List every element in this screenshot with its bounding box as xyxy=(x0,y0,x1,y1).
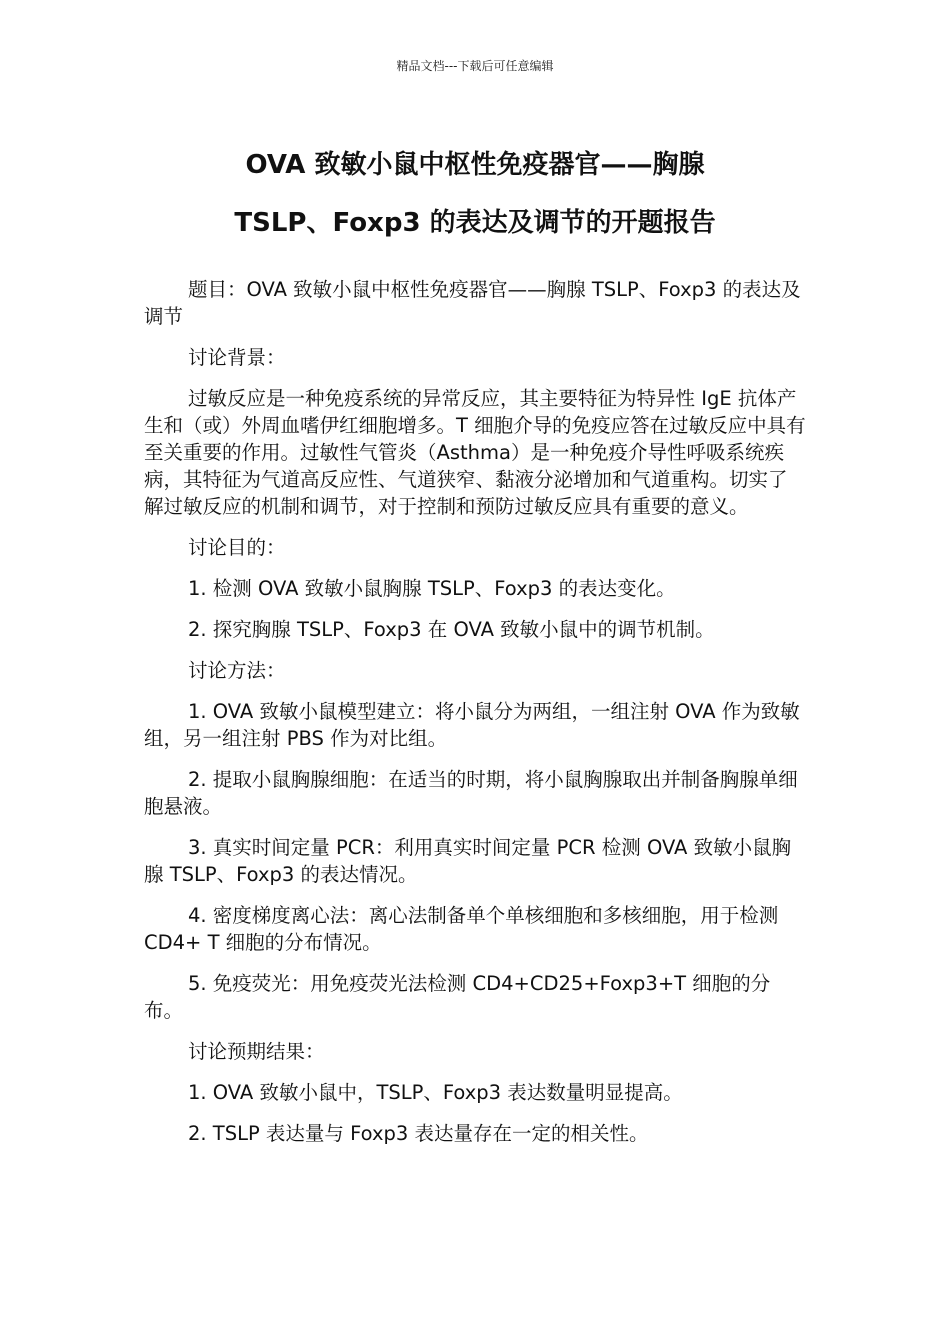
method-item: 3. 真实时间定量 PCR：利用真实时间定量 PCR 检测 OVA 致敏小鼠胸腺 TSLP、Foxp3 的表达情况。 xyxy=(144,836,792,886)
topic-paragraph: 题目：OVA 致敏小鼠中枢性免疫器官——胸腺 TSLP、Foxp3 的表达及调节 xyxy=(144,278,801,328)
section-heading-expected-results: 讨论预期结果： xyxy=(188,1040,325,1063)
section-heading-background: 讨论背景： xyxy=(188,346,286,369)
purpose-item: 1. 检测 OVA 致敏小鼠胸腺 TSLP、Foxp3 的表达变化。 xyxy=(188,577,676,600)
header-note: 精品文档---下载后可任意编辑 xyxy=(396,59,554,73)
method-item: 1. OVA 致敏小鼠模型建立：将小鼠分为两组，一组注射 OVA 作为致敏组，另一组注射 PBS 作为对比组。 xyxy=(144,700,800,750)
purpose-item: 2. 探究胸腺 TSLP、Foxp3 在 OVA 致敏小鼠中的调节机制。 xyxy=(188,618,715,641)
document-title xyxy=(120,136,830,252)
title-line-1: OVA 致敏小鼠中枢性免疫器官——胸腺 xyxy=(245,150,705,180)
document-body xyxy=(144,276,806,1161)
method-item: 5. 免疫荧光：用免疫荧光法检测 CD4+CD25+Foxp3+T 细胞的分布。 xyxy=(144,972,771,1022)
title-line-2: TSLP、Foxp3 的表达及调节的开题报告 xyxy=(234,208,716,238)
method-item: 4. 密度梯度离心法：离心法制备单个单核细胞和多核细胞，用于检测 CD4+ T 细胞的分布情况。 xyxy=(144,904,779,954)
result-item: 1. OVA 致敏小鼠中，TSLP、Foxp3 表达数量明显提高。 xyxy=(188,1081,683,1104)
background-paragraph: 过敏反应是一种免疫系统的异常反应，其主要特征为特异性 IgE 抗体产生和（或）外周血嗜伊红细胞增多。T 细胞介导的免疫应答在过敏反应中具有至关重要的作用。过敏性气管炎（Asthma）是一种免疫介导性呼吸系统疾病，其特征为气道高反应性、气道狭窄、黏液分泌增加和气道重构。切实了解过敏反应的机制和调节，对于控制和预防过敏反应具有重要的意义。 xyxy=(144,387,806,518)
section-heading-purpose: 讨论目的： xyxy=(188,536,286,559)
section-heading-methods: 讨论方法： xyxy=(188,659,286,682)
result-item: 2. TSLP 表达量与 Foxp3 表达量存在一定的相关性。 xyxy=(188,1122,649,1145)
method-item: 2. 提取小鼠胸腺细胞：在适当的时期，将小鼠胸腺取出并制备胸腺单细胞悬液。 xyxy=(144,768,798,818)
